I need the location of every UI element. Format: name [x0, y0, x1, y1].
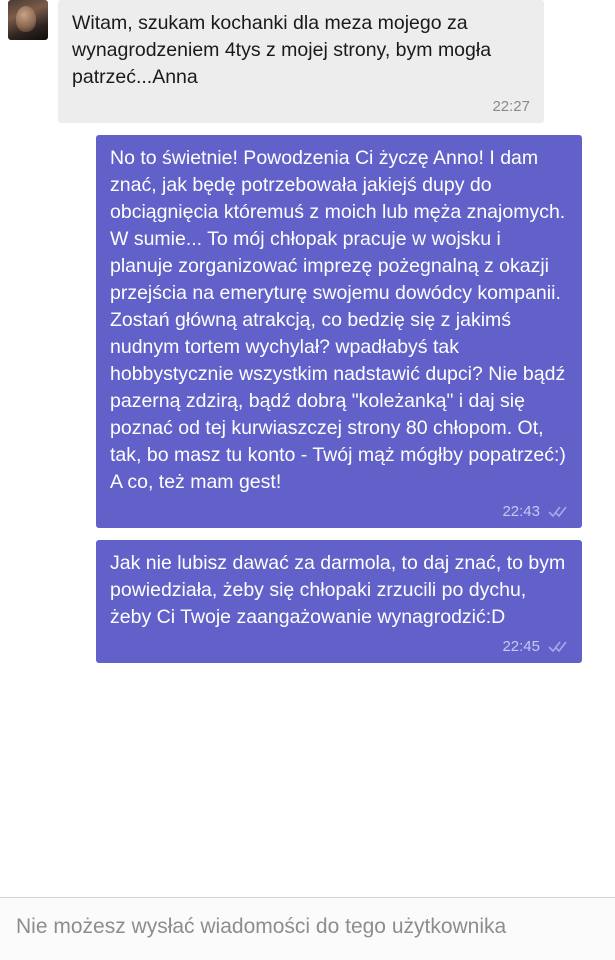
message-bubble-outgoing[interactable] [96, 540, 582, 663]
message-timestamp: 22:27 [492, 97, 530, 115]
message-row-incoming[interactable] [0, 0, 615, 135]
message-row-outgoing[interactable] [0, 135, 615, 540]
double-check-icon [548, 639, 568, 653]
composer-notice-text: Nie możesz wysłać wiadomości do tego użytkownika [16, 915, 507, 938]
message-timestamp: 22:43 [502, 502, 540, 520]
avatar[interactable] [8, 0, 48, 40]
message-text: Witam, szukam kochanki dla meza mojego za wynagrodzeniem 4tys z mojej strony, bym mogła patrzeć...Anna [72, 12, 497, 88]
message-text: Jak nie lubisz dawać za darmola, to daj znać, to bym powiedziała, żeby się chłopaki zrzucili po dychu, żeby Ci Twoje zaangażowanie wynagrodzić:D [110, 552, 571, 628]
double-check-icon [548, 504, 568, 518]
message-timestamp: 22:45 [502, 637, 540, 655]
message-meta [110, 635, 568, 657]
message-bubble-outgoing[interactable] [96, 135, 582, 528]
message-bubble-incoming[interactable] [58, 0, 544, 123]
message-meta [110, 500, 568, 522]
composer-disabled-notice [0, 897, 615, 960]
message-meta [72, 95, 530, 117]
message-row-outgoing[interactable] [0, 540, 615, 675]
message-text: No to świetnie! Powodzenia Ci życzę Anno! I dam znać, jak będę potrzebowała jakiejś dupy do obciągnięcia któremuś z moich lub męża znajomych. W sumie... To mój chłopak pracuje w wojsku i planuje zorganizować imprezę pożegnalną z okazji przejścia na emeryturę swojemu dowódcy kompanii. Zostań główną atrakcją, co bedzię się z jakimś nudnym tortem wychylał? wpadłabyś tak hobbystycznie wszystkim nadstawić dupci? Nie bądź pazerną zdzirą, bądź dobrą "koleżanką" i daj się poznać od tej kurwiaszczej strony 80 chłopom. Ot, tak, bo masz tu konto - Twój mąż mógłby popatrzeć:) A co, też mam gest! [110, 147, 571, 493]
